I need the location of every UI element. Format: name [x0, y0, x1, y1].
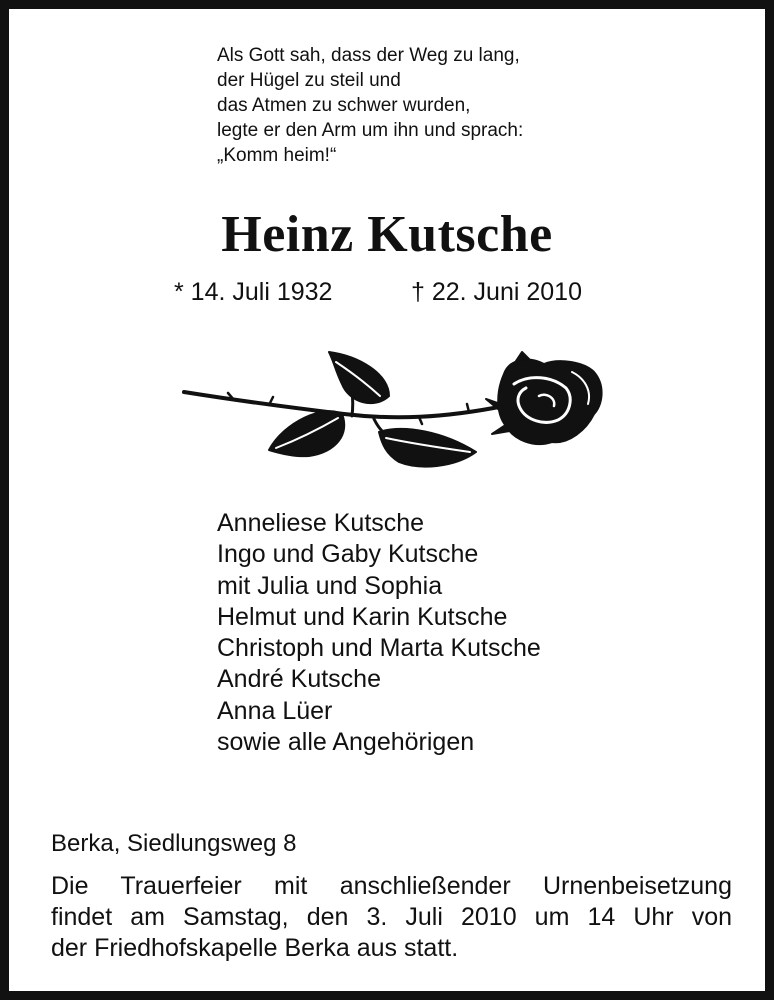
mourner: Anneliese Kutsche	[217, 509, 425, 537]
poem-line: legte er den Arm um ihn und sprach:	[217, 120, 524, 141]
mourner: Ingo und Gaby Kutsche	[217, 540, 479, 569]
poem-line: „Komm heim!“	[217, 145, 337, 166]
mourner: mit Julia und Sophia	[217, 571, 443, 600]
deceased-name: Heinz Kutsche	[221, 206, 553, 263]
poem-line: Als Gott sah, dass der Weg zu lang,	[217, 45, 520, 66]
ceremony-line: der Friedhofskapelle Berka aus statt.	[51, 934, 459, 962]
mourner: Anna Lüer	[217, 696, 333, 725]
ceremony-line: findet am Samstag, den 3. Juli 2010 um 14 Uhr von	[51, 903, 732, 931]
ceremony-notice	[51, 871, 732, 964]
mourners-list	[217, 508, 541, 758]
address: Berka, Siedlungsweg 8	[51, 830, 297, 857]
mourner: sowie alle Angehörigen	[217, 728, 475, 757]
mourner: Christoph und Marta Kutsche	[217, 634, 541, 663]
ceremony-line: Die Trauerfeier mit anschließender Urnenbeisetzung	[51, 872, 732, 900]
rose-icon	[174, 344, 619, 479]
mourner: André Kutsche	[217, 665, 381, 694]
poem-line: das Atmen zu schwer wurden,	[217, 95, 471, 116]
mourner: Helmut und Karin Kutsche	[217, 602, 508, 631]
birth-date: * 14. Juli 1932	[174, 278, 333, 306]
poem	[217, 43, 523, 168]
poem-line: der Hügel zu steil und	[217, 70, 401, 91]
death-date: † 22. Juni 2010	[411, 278, 582, 306]
